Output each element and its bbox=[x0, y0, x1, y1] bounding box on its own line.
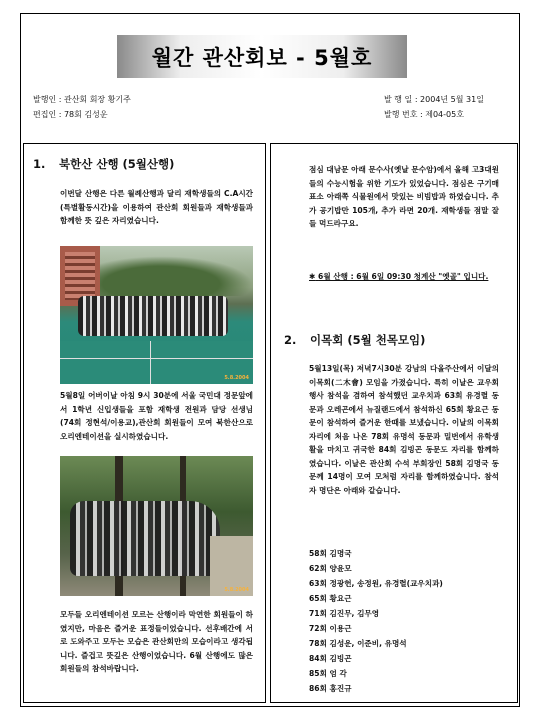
section2-heading bbox=[284, 332, 425, 348]
attendee-item: 86회 홍진규 bbox=[309, 684, 352, 693]
photo-group-mountain bbox=[60, 456, 253, 596]
section1-heading bbox=[33, 156, 174, 172]
attendee-item: 63회 정광헌, 송정원, 유경렬(교우치과) bbox=[309, 579, 443, 588]
attendee-item: 65회 황요근 bbox=[309, 594, 352, 603]
attendee-item: 84회 김빙곤 bbox=[309, 654, 352, 663]
photo1-date-stamp: 5.8.2004 bbox=[224, 375, 249, 381]
section2-title: 이목회 (5월 천목모임) bbox=[310, 333, 426, 347]
attendee-item: 58회 김명국 bbox=[309, 549, 352, 558]
section1-intro: 이번달 산행은 다른 월례산행과 달리 재학생들의 C.A시간(특별활동시간)을 이용하여 관산회 회원들과 재학생들과 함께한 뜻 깊은 자리였습니다. bbox=[60, 189, 253, 225]
issue-info bbox=[384, 92, 484, 122]
attendee-item: 62회 양윤모 bbox=[309, 564, 352, 573]
section2-body: 5월13일(목) 저녁7시30분 강남의 다올주산에서 이달의 이목회(二木會) 모임을 가졌습니다. 특히 이날은 교우회 행사 참석을 겸하여 참석했던 교우치과 63회 유경렬 동문과 오레곤에서 뉴질랜드에서 참석하신 65회 황요근 동문이 참석하여 즐거운 한때를 보냈습니다. 이날의 이목회 자리에 처음 나온 78회 유명석 동문과 밀번에서 유학생활을 마치고 귀국한 84회 김빙곤 동문도 자리를 함께하였습니다. 이날은 관산회 수석 부회장인 58회 김명국 동문께 14명이 모여 모처럼 자리를 함께하였습니다. 참석자 명단은 아래와 같습니다. bbox=[309, 364, 499, 495]
section1-caption1: 5월8일 어버이날 아침 9시 30분에 서울 국민대 정문앞에서 1학년 신입생들을 포함 재학생 전원과 담당 선생님 (74회 정현석/이용교),관산회 회원들이 모여 북한산으로 오리엔테이션을 실시하였습니다. bbox=[60, 391, 253, 441]
section1-title: 북한산 산행 (5월산행) bbox=[59, 157, 175, 171]
photo-group-tennis-court bbox=[60, 246, 253, 384]
section1-continued: 점심 대남문 아래 문수사(옛날 문수암)에서 올해 고3대원들의 수능시험을 위한 기도가 있었습니다. 점심은 구기매표소 아래쪽 식물원에서 맛있는 비빔밥과 하였습니다. 추가 공기밥만 105개, 추가 라면 20개. 재학생들 점말 잘 들 먹드라구요. bbox=[309, 165, 499, 228]
attendee-item: 78회 김성운, 이준비, 유명석 bbox=[309, 639, 407, 648]
attendee-item: 85회 엄 각 bbox=[309, 669, 347, 678]
attendee-item: 72회 이용근 bbox=[309, 624, 352, 633]
photo2-date-stamp: 5.8.2004 bbox=[224, 587, 249, 593]
next-hike-notice bbox=[309, 270, 488, 284]
issue-number-line: 발행 번호 : 제04-05호 bbox=[384, 110, 464, 119]
section1-caption2: 모두들 오리엔테이션 모르는 산행이라 막연한 회원들이 하였지만, 마음은 즐거운 표정들이었습니다. 선후배간에 서로 도와주고 모두는 모습은 관산회만의 모습이라고 생각됩니다. 즐겁고 뜻깊은 산행이었습니다. 6월 산행에도 많은 회원들의 참석바랍니다. bbox=[60, 610, 253, 673]
section2-number: 2. bbox=[284, 333, 297, 347]
publisher-line: 발행인 : 관산회 회장 황기주 bbox=[33, 95, 131, 104]
publisher-info bbox=[33, 92, 131, 122]
newsletter-title: 월간 관산회보 - 5월호 bbox=[117, 35, 407, 78]
section1-number: 1. bbox=[33, 157, 46, 171]
issue-date-line: 발 행 일 : 2004년 5월 31일 bbox=[384, 95, 484, 104]
attendee-item: 71회 김진무, 김무영 bbox=[309, 609, 380, 618]
editor-line: 편집인 : 78회 김성운 bbox=[33, 110, 108, 119]
next-hike-text: 6월 산행 : 6월 6일 09:30 청계산 "옛골" 입니다. bbox=[318, 272, 489, 281]
star-bullet-icon: ✱ bbox=[309, 272, 316, 281]
